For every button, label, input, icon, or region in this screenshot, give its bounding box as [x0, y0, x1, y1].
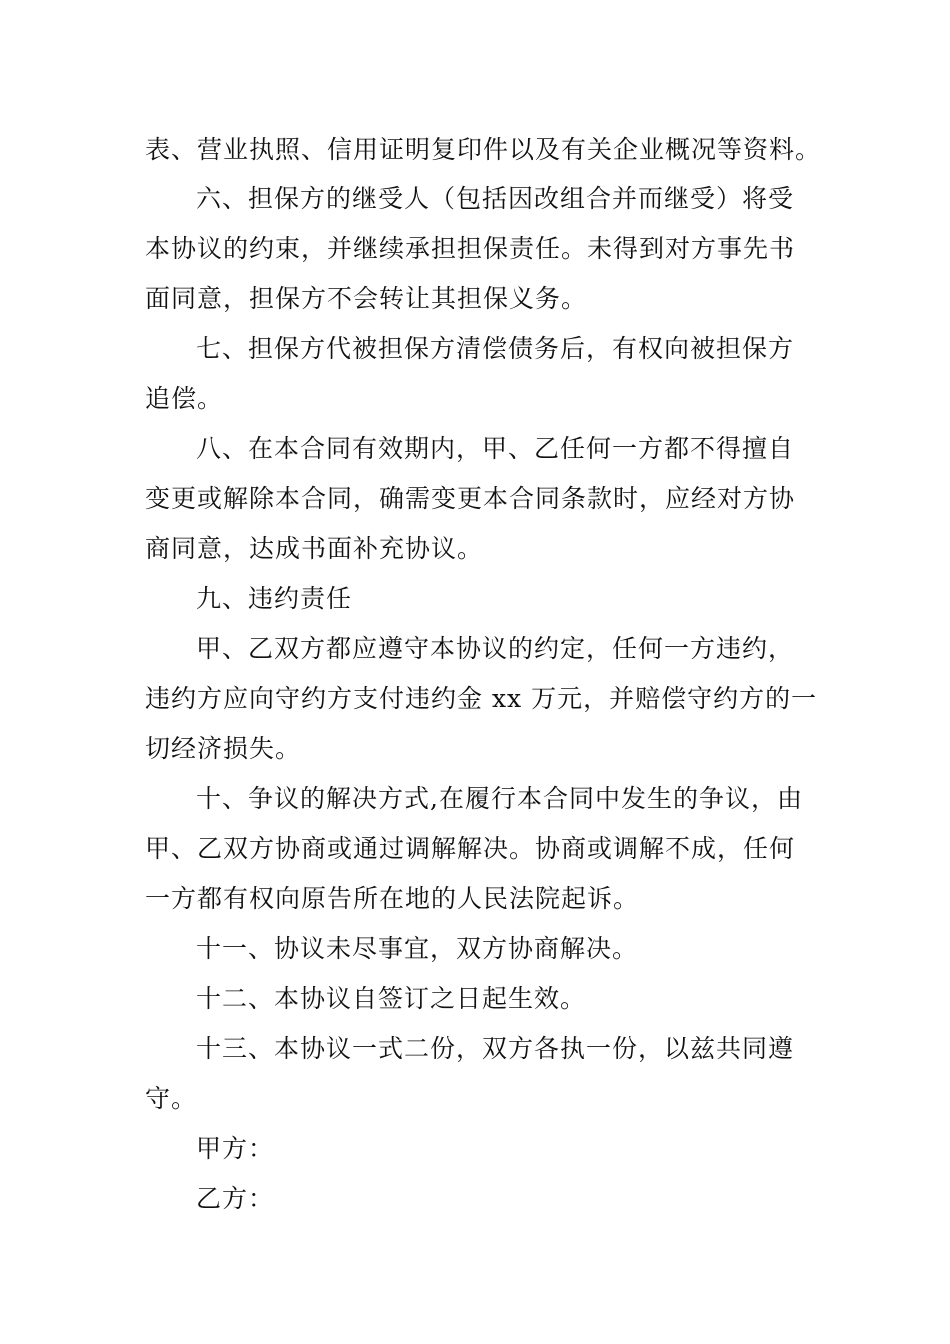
text-line: 六、担保方的继受人（包括因改组合并而继受）将受	[196, 184, 795, 213]
text-line: 变更或解除本合同，确需变更本合同条款时，应经对方协	[145, 484, 796, 513]
text-line: 十、争议的解决方式,在履行本合同中发生的争议，由	[196, 784, 803, 813]
text-line: 表、营业执照、信用证明复印件以及有关企业概况等资料。	[145, 135, 822, 164]
text-line: 十二、本协议自签订之日起生效。	[196, 984, 587, 1013]
text-line: 甲、乙双方协商或通过调解解决。协商或调解不成，任何	[145, 834, 796, 863]
text-line: 九、违约责任	[196, 584, 353, 613]
signature-party-b-label: 乙方：	[196, 1184, 275, 1213]
text-line: 十三、本协议一式二份，双方各执一份，以兹共同遵	[196, 1034, 795, 1063]
text-line: 七、担保方代被担保方清偿债务后，有权向被担保方	[196, 334, 795, 363]
text-line: 商同意，达成书面补充协议。	[145, 534, 484, 563]
text-line: 甲、乙双方都应遵守本协议的约定，任何一方违约，	[196, 634, 795, 663]
text-line: 切经济损失。	[145, 734, 302, 763]
text-line: 守。	[145, 1084, 198, 1113]
text-line: 八、在本合同有效期内，甲、乙任何一方都不得擅自	[196, 434, 795, 463]
text-line: 一方都有权向原告所在地的人民法院起诉。	[145, 884, 640, 913]
signature-party-a-label: 甲方：	[196, 1134, 275, 1163]
text-line: 本协议的约束，并继续承担担保责任。未得到对方事先书	[145, 234, 796, 263]
text-line: 追偿。	[145, 384, 224, 413]
text-line: 违约方应向守约方支付违约金 xx 万元，并赔偿守约方的一	[145, 684, 818, 713]
text-line: 面同意，担保方不会转让其担保义务。	[145, 284, 588, 313]
text-line: 十一、协议未尽事宜，双方协商解决。	[196, 934, 639, 963]
